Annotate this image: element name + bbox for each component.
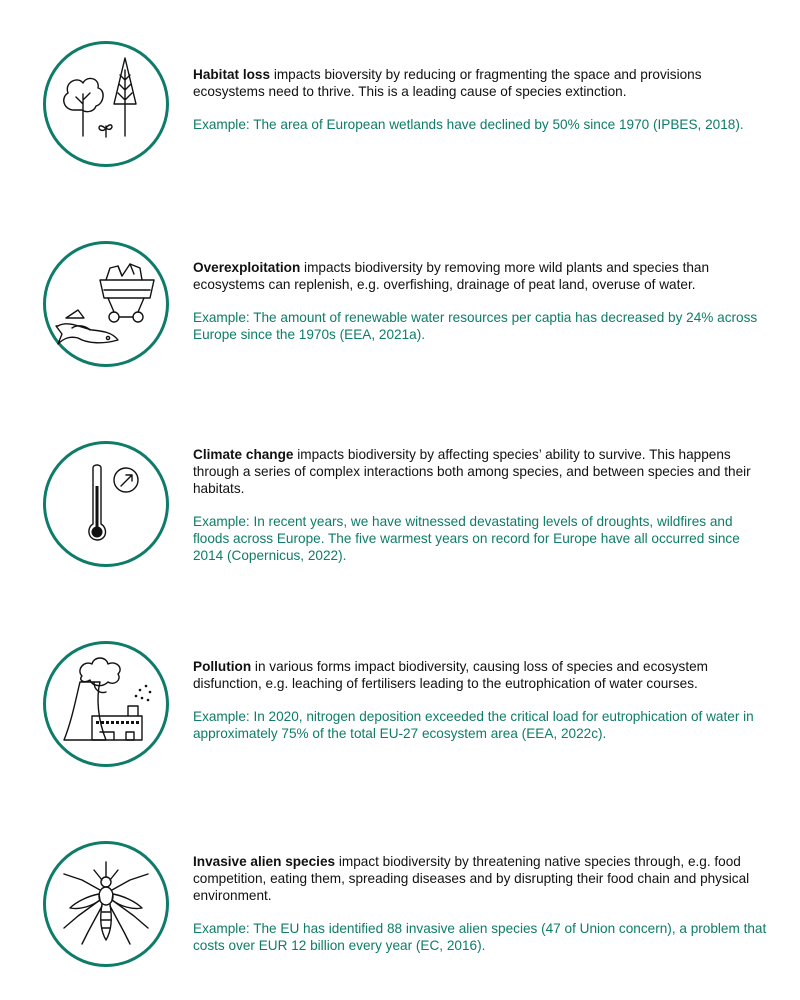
item-description	[193, 446, 768, 497]
item-example: Example: In recent years, we have witnessed devastating levels of droughts, wildfires and floods across Europe. The five warmest years on record for Europe have all occurred since 2014 (Copernicus, 2022).	[193, 514, 740, 563]
item-description-text: impact biodiversity by threatening native species through, e.g. food competition, eating them, spreading diseases and by disrupting their food chain and physical environment.	[193, 854, 750, 903]
item-term: Invasive alien species	[193, 854, 336, 869]
item-example: Example: The EU has identified 88 invasive alien species (47 of Union concern), a problem that costs over EUR 12 billion every year (EC, 2016).	[193, 921, 767, 953]
item-term: Climate change	[193, 447, 294, 462]
trees-icon	[42, 40, 170, 168]
item-text	[193, 66, 768, 133]
item-description	[193, 853, 768, 904]
mosquito-icon	[42, 840, 170, 968]
item-text	[193, 446, 768, 564]
item-description	[193, 66, 768, 100]
thermometer-icon	[42, 440, 170, 568]
item-description-text: impacts bioversity by reducing or fragmenting the space and provisions ecosystems need to thrive. This is a leading cause of species extinction.	[193, 67, 702, 99]
fish-cart-icon	[42, 240, 170, 368]
factory-icon	[42, 640, 170, 768]
item-description-text: in various forms impact biodiversity, causing loss of species and ecosystem disfunction, e.g. leaching of fertilisers leading to the eutrophication of water courses.	[193, 659, 708, 691]
item-example: Example: The amount of renewable water resources per captia has decreased by 24% across Europe since the 1970s (EEA, 2021a).	[193, 310, 758, 342]
item-text	[193, 853, 768, 954]
item-term: Pollution	[193, 659, 252, 674]
item-term: Overexploitation	[193, 260, 301, 275]
item-text	[193, 259, 768, 343]
item-description	[193, 658, 768, 692]
item-description-text: impacts biodiversity by affecting species’ ability to survive. This happens through a series of complex interactions both among species, and between species and their habitats.	[193, 447, 751, 496]
item-description-text: impacts biodiversity by removing more wild plants and species than ecosystems can replenish, e.g. overfishing, drainage of peat land, overuse of water.	[193, 260, 710, 292]
item-example: Example: In 2020, nitrogen deposition exceeded the critical load for eutrophication of water in approximately 75% of the total EU-27 ecosystem area (EEA, 2022c).	[193, 709, 754, 741]
item-text	[193, 658, 768, 742]
item-term: Habitat loss	[193, 67, 271, 82]
item-description	[193, 259, 768, 293]
item-example: Example: The area of European wetlands have declined by 50% since 1970 (IPBES, 2018).	[193, 117, 744, 132]
